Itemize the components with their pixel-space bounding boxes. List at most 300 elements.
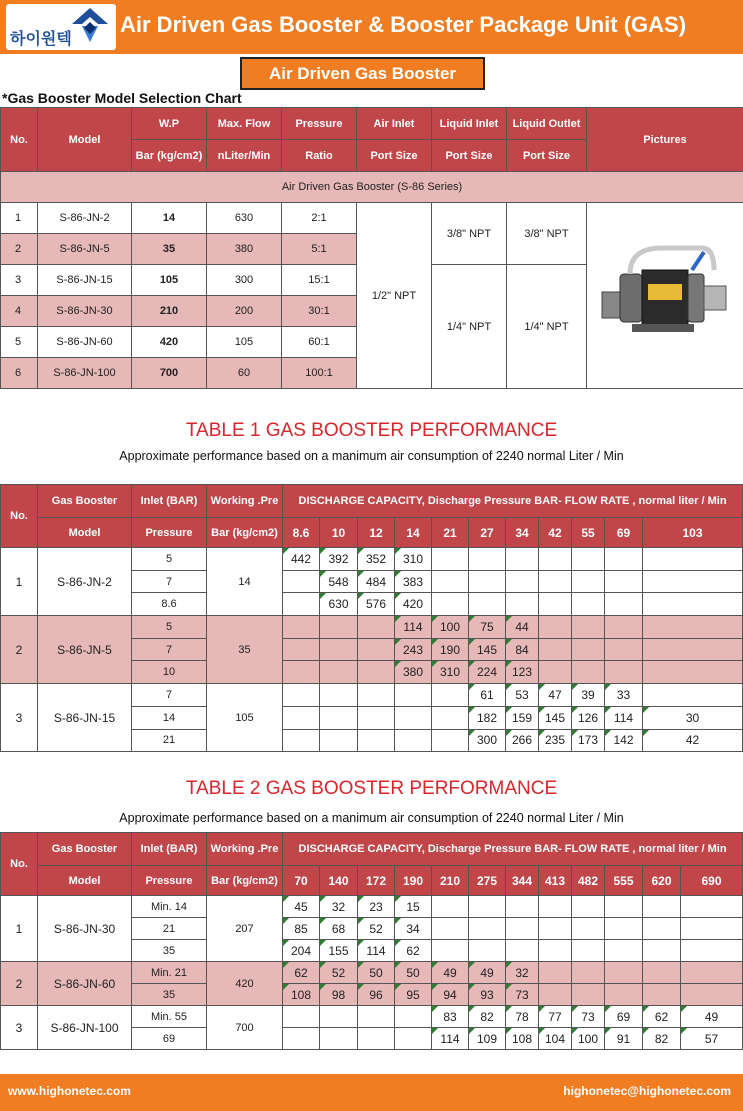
flow-value [283,661,320,684]
flow-value [643,896,681,918]
flow-value: 182 [469,706,506,729]
header-liquid-outlet: Liquid Outlet [507,108,587,140]
row-model: S-86-JN-30 [38,296,132,327]
header-model: Model [38,866,132,896]
flow-value [643,984,681,1006]
discharge-pressure-column: 275 [469,866,506,896]
discharge-pressure-column: 140 [320,866,358,896]
flow-value [320,706,358,729]
flow-value [605,984,643,1006]
flow-value: 100 [432,616,469,639]
row-wp: 35 [132,234,207,265]
working-pressure: 207 [207,896,283,962]
flow-value [539,548,572,571]
flow-value [539,616,572,639]
flow-value [358,684,395,707]
flow-value: 630 [320,593,358,616]
discharge-pressure-column: 69 [605,518,643,548]
flow-value: 310 [432,661,469,684]
flow-value: 52 [320,962,358,984]
flow-value [283,684,320,707]
row-wp: 210 [132,296,207,327]
flow-value [572,593,605,616]
header-discharge: DISCHARGE CAPACITY, Discharge Pressure BAR- FLOW RATE , normal liter / Min [283,833,743,866]
flow-value: 91 [605,1028,643,1050]
row-ratio: 100:1 [282,358,357,389]
flow-value [539,918,572,940]
inlet-pressure: 21 [132,918,207,940]
flow-value: 93 [469,984,506,1006]
flow-value: 442 [283,548,320,571]
flow-value [283,638,320,661]
chart-label: *Gas Booster Model Selection Chart [2,90,242,106]
flow-value [539,984,572,1006]
performance-row [1,1006,743,1028]
flow-value: 52 [358,918,395,940]
working-pressure: 105 [207,684,283,752]
header-pressure-unit: Ratio [282,140,357,172]
flow-value [358,706,395,729]
flow-value: 47 [539,684,572,707]
flow-value: 484 [358,570,395,593]
group-no: 1 [1,548,38,616]
flow-value [539,593,572,616]
group-model: S-86-JN-100 [38,1006,132,1050]
flow-value [506,548,539,571]
flow-value [643,593,743,616]
discharge-pressure-column: 620 [643,866,681,896]
flow-value [506,940,539,962]
header-pressure: Pressure [282,108,357,140]
header-working: Working .Pre [207,833,283,866]
flow-value [320,729,358,752]
flow-value [432,940,469,962]
discharge-pressure-column: 555 [605,866,643,896]
header-bar: Bar (kg/cm2) [207,518,283,548]
flow-value [432,548,469,571]
flow-value [681,962,743,984]
header-pressure: Pressure [132,518,207,548]
footer-bar [0,1074,743,1111]
header-discharge: DISCHARGE CAPACITY, Discharge Pressure BAR- FLOW RATE , normal liter / Min [283,485,743,518]
flow-value [395,1006,432,1028]
inlet-pressure: 14 [132,706,207,729]
liquid-inlet-size: 3/8" NPT [432,203,507,265]
flow-value [283,616,320,639]
flow-value [539,638,572,661]
discharge-pressure-column: 690 [681,866,743,896]
group-model: S-86-JN-60 [38,962,132,1006]
flow-value: 62 [283,962,320,984]
flow-value: 380 [395,661,432,684]
working-pressure: 14 [207,548,283,616]
liquid-inlet-size: 1/4" NPT [432,265,507,389]
discharge-pressure-column: 413 [539,866,572,896]
discharge-pressure-column: 172 [358,866,395,896]
group-no: 3 [1,684,38,752]
row-ratio: 2:1 [282,203,357,234]
row-wp: 700 [132,358,207,389]
header-gas-booster: Gas Booster [38,485,132,518]
inlet-pressure: 10 [132,661,207,684]
flow-value [469,940,506,962]
discharge-pressure-column: 12 [358,518,395,548]
flow-value [643,684,743,707]
flow-value: 96 [358,984,395,1006]
flow-value: 104 [539,1028,572,1050]
flow-value: 78 [506,1006,539,1028]
flow-value: 62 [643,1006,681,1028]
flow-value: 77 [539,1006,572,1028]
flow-value: 95 [395,984,432,1006]
header-gas-booster: Gas Booster [38,833,132,866]
row-no: 1 [1,203,38,234]
header-air-unit: Port Size [357,140,432,172]
flow-value [320,638,358,661]
flow-value: 33 [605,684,643,707]
row-model: S-86-JN-5 [38,234,132,265]
header-pictures: Pictures [587,108,743,172]
flow-value [358,616,395,639]
header-flow-unit: nLiter/Min [207,140,282,172]
performance-row [1,684,743,707]
header-liquid-inlet: Liquid Inlet [432,108,507,140]
flow-value: 126 [572,706,605,729]
flow-value: 61 [469,684,506,707]
flow-value: 49 [469,962,506,984]
flow-value: 114 [605,706,643,729]
flow-value [283,570,320,593]
row-no: 6 [1,358,38,389]
flow-value [539,940,572,962]
performance-table-1 [0,484,743,752]
discharge-pressure-column: 21 [432,518,469,548]
header-max-flow: Max. Flow [207,108,282,140]
flow-value [643,638,743,661]
flow-value: 15 [395,896,432,918]
flow-value: 83 [432,1006,469,1028]
flow-value [432,684,469,707]
flow-value: 84 [506,638,539,661]
header-model: Model [38,518,132,548]
flow-value: 204 [283,940,320,962]
flow-value [539,896,572,918]
flow-value: 383 [395,570,432,593]
discharge-pressure-column: 10 [320,518,358,548]
flow-value [643,570,743,593]
row-flow: 300 [207,265,282,296]
flow-value: 576 [358,593,395,616]
flow-value [358,661,395,684]
header-liqin-unit: Port Size [432,140,507,172]
flow-value: 30 [643,706,743,729]
liquid-outlet-size: 1/4" NPT [507,265,587,389]
flow-value [358,638,395,661]
flow-value [643,918,681,940]
flow-value: 243 [395,638,432,661]
discharge-pressure-column: 8.6 [283,518,320,548]
flow-value: 266 [506,729,539,752]
flow-value [506,593,539,616]
flow-value [395,1028,432,1050]
flow-value [572,638,605,661]
flow-value [572,661,605,684]
flow-value [283,1028,320,1050]
inlet-pressure: 5 [132,616,207,639]
flow-value [506,918,539,940]
discharge-pressure-column: 55 [572,518,605,548]
flow-value [432,570,469,593]
inlet-pressure: Min. 55 [132,1006,207,1028]
performance-table-2 [0,832,743,1050]
header-bar: Bar (kg/cm2) [207,866,283,896]
flow-value [605,940,643,962]
flow-value: 44 [506,616,539,639]
flow-value: 49 [432,962,469,984]
logo-text: 하이원텍 [10,31,72,48]
working-pressure: 420 [207,962,283,1006]
table2-title: TABLE 2 GAS BOOSTER PERFORMANCE [185,778,558,799]
flow-value: 62 [395,940,432,962]
flow-value [395,684,432,707]
website-link[interactable]: www.highonetec.com [8,1084,131,1098]
flow-value [395,706,432,729]
flow-value [572,548,605,571]
performance-row [1,962,743,984]
section-title-button[interactable]: Air Driven Gas Booster [240,57,485,90]
inlet-pressure: 35 [132,940,207,962]
discharge-pressure-column: 210 [432,866,469,896]
table1-subtitle: Approximate performance based on a manimum air consumption of 2240 normal Liter / Min [119,449,624,463]
flow-value: 108 [283,984,320,1006]
flow-value [283,706,320,729]
header-no: No. [1,108,38,172]
performance-row [1,896,743,918]
gas-booster-picture [592,240,732,340]
selection-row [1,203,743,234]
table1-title: TABLE 1 GAS BOOSTER PERFORMANCE [185,420,558,441]
flow-value [605,918,643,940]
flow-value [469,918,506,940]
row-wp: 14 [132,203,207,234]
row-model: S-86-JN-100 [38,358,132,389]
flow-value: 235 [539,729,572,752]
flow-value [432,918,469,940]
flow-value [432,729,469,752]
inlet-pressure: 21 [132,729,207,752]
flow-value: 75 [469,616,506,639]
flow-value [643,548,743,571]
flow-value [358,1006,395,1028]
flow-value [681,918,743,940]
flow-value [572,616,605,639]
performance-row [1,616,743,639]
flow-value: 190 [432,638,469,661]
row-no: 4 [1,296,38,327]
group-no: 3 [1,1006,38,1050]
flow-value [358,1028,395,1050]
flow-value: 548 [320,570,358,593]
flow-value [572,918,605,940]
flow-value: 50 [358,962,395,984]
flow-value: 98 [320,984,358,1006]
flow-value [643,616,743,639]
flow-value: 68 [320,918,358,940]
flow-value: 224 [469,661,506,684]
discharge-pressure-column: 27 [469,518,506,548]
discharge-pressure-column: 344 [506,866,539,896]
flow-value [681,896,743,918]
flow-value [605,962,643,984]
flow-value [395,729,432,752]
header-no: No. [1,833,38,896]
flow-value [506,896,539,918]
flow-value: 392 [320,548,358,571]
flow-value: 53 [506,684,539,707]
flow-value: 159 [506,706,539,729]
flow-value: 108 [506,1028,539,1050]
flow-value [643,962,681,984]
flow-value [643,940,681,962]
inlet-pressure: Min. 14 [132,896,207,918]
flow-value: 420 [395,593,432,616]
discharge-pressure-column: 42 [539,518,572,548]
discharge-pressure-column: 34 [506,518,539,548]
row-wp: 420 [132,327,207,358]
working-pressure: 35 [207,616,283,684]
flow-value [358,729,395,752]
row-ratio: 5:1 [282,234,357,265]
flow-value [572,896,605,918]
flow-value [605,896,643,918]
group-model: S-86-JN-5 [38,616,132,684]
flow-value: 145 [539,706,572,729]
email-link[interactable]: highonetec@highonetec.com [563,1084,731,1098]
flow-value [605,638,643,661]
inlet-pressure: Min. 21 [132,962,207,984]
flow-value: 123 [506,661,539,684]
flow-value [643,661,743,684]
flow-value [605,548,643,571]
flow-value: 82 [469,1006,506,1028]
row-flow: 200 [207,296,282,327]
header-no: No. [1,485,38,548]
header-working: Working .Pre [207,485,283,518]
flow-value [681,984,743,1006]
flow-value [283,1006,320,1028]
air-inlet-size: 1/2" NPT [357,203,432,389]
header-liqout-unit: Port Size [507,140,587,172]
flow-value [469,593,506,616]
flow-value: 23 [358,896,395,918]
discharge-pressure-column: 70 [283,866,320,896]
flow-value [283,593,320,616]
flow-value: 45 [283,896,320,918]
working-pressure: 700 [207,1006,283,1050]
flow-value [605,593,643,616]
discharge-pressure-column: 14 [395,518,432,548]
header-bar [0,0,743,54]
flow-value: 34 [395,918,432,940]
header-wp: W.P [132,108,207,140]
company-logo[interactable] [6,4,116,50]
row-flow: 630 [207,203,282,234]
row-flow: 60 [207,358,282,389]
flow-value [681,940,743,962]
row-wp: 105 [132,265,207,296]
flow-value [469,548,506,571]
flow-value: 49 [681,1006,743,1028]
flow-value: 100 [572,1028,605,1050]
flow-value: 114 [358,940,395,962]
inlet-pressure: 5 [132,548,207,571]
flow-value: 114 [432,1028,469,1050]
flow-value: 73 [506,984,539,1006]
flow-value [320,616,358,639]
group-model: S-86-JN-30 [38,896,132,962]
group-model: S-86-JN-15 [38,684,132,752]
row-flow: 380 [207,234,282,265]
row-model: S-86-JN-2 [38,203,132,234]
flow-value [469,896,506,918]
row-model: S-86-JN-15 [38,265,132,296]
page-title: Air Driven Gas Booster & Booster Package Unit (GAS) [120,12,687,37]
header-air-inlet: Air Inlet [357,108,432,140]
flow-value [572,570,605,593]
flow-value: 142 [605,729,643,752]
flow-value: 69 [605,1006,643,1028]
flow-value [320,1028,358,1050]
row-no: 5 [1,327,38,358]
flow-value: 32 [320,896,358,918]
flow-value [432,593,469,616]
flow-value: 57 [681,1028,743,1050]
flow-value [432,896,469,918]
header-inlet: Inlet (BAR) [132,833,207,866]
flow-value: 50 [395,962,432,984]
flow-value [539,962,572,984]
row-no: 2 [1,234,38,265]
discharge-pressure-column: 190 [395,866,432,896]
flow-value: 94 [432,984,469,1006]
group-no: 2 [1,616,38,684]
group-no: 1 [1,896,38,962]
liquid-outlet-size: 3/8" NPT [507,203,587,265]
flow-value [605,661,643,684]
series-label: Air Driven Gas Booster (S-86 Series) [1,172,743,203]
flow-value [539,661,572,684]
row-ratio: 30:1 [282,296,357,327]
flow-value: 145 [469,638,506,661]
inlet-pressure: 8.6 [132,593,207,616]
flow-value: 155 [320,940,358,962]
header-pressure: Pressure [132,866,207,896]
header-model: Model [38,108,132,172]
flow-value: 114 [395,616,432,639]
table2-subtitle: Approximate performance based on a manimum air consumption of 2240 normal Liter / Min [119,811,624,825]
row-ratio: 60:1 [282,327,357,358]
performance-row [1,548,743,571]
flow-value [283,729,320,752]
flow-value: 85 [283,918,320,940]
discharge-pressure-column: 103 [643,518,743,548]
row-flow: 105 [207,327,282,358]
flow-value: 109 [469,1028,506,1050]
flow-value [539,570,572,593]
discharge-pressure-column: 482 [572,866,605,896]
flow-value [572,962,605,984]
flow-value: 32 [506,962,539,984]
